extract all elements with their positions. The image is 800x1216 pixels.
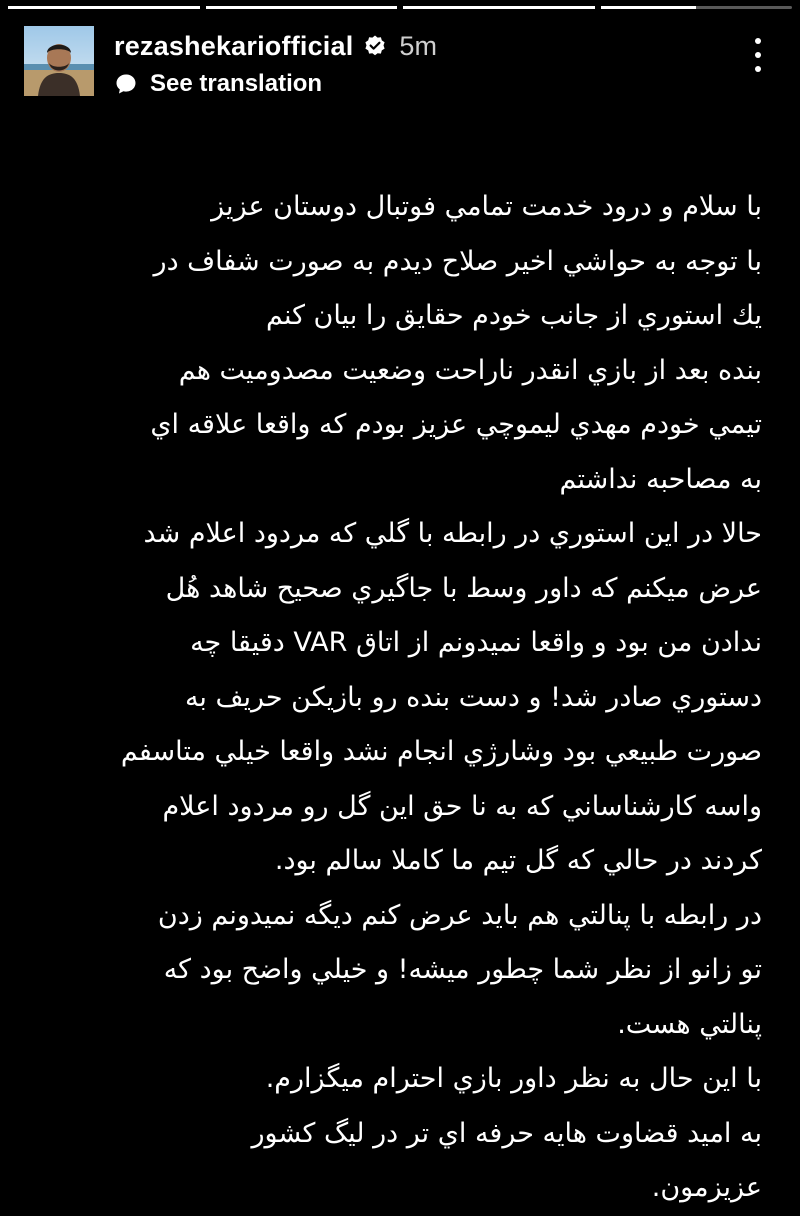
story-text-line: با اين حال به نظر داور بازي احترام ميگزارم. xyxy=(265,1063,762,1094)
story-text-line: عزيزمون. xyxy=(651,1172,762,1203)
story-text-line: ندادن من بود و واقعا نميدونم از اتاق VAR دقيقا چه xyxy=(190,627,762,658)
story-text-line: تيمي خودم مهدي ليموچي عزيز بودم كه واقعا علاقه اي xyxy=(150,409,762,440)
story-text-line: پنالتي هست. xyxy=(617,1008,762,1040)
username[interactable]: rezashekariofficial xyxy=(114,30,354,61)
verified-badge-icon xyxy=(363,34,387,58)
story-text-line: به مصاحبه نداشتم xyxy=(559,463,762,495)
story-text-line: دستوري صادر شد! و دست بنده رو بازيكن حريف به xyxy=(184,681,762,713)
story-text-line: با توجه به حواشي اخير صلاح ديدم به صورت شفاف در xyxy=(153,245,762,277)
story-header xyxy=(24,26,437,98)
story-header-text xyxy=(114,26,437,98)
story-progress-fill xyxy=(601,6,697,9)
story-progress-fill xyxy=(8,6,200,9)
three-dots-vertical-icon xyxy=(755,52,761,58)
story-progress-segment xyxy=(601,6,793,9)
story-text-line: بنده بعد از بازي انقدر ناراحت وضعيت مصدوميت هم xyxy=(178,354,762,386)
story-text-line: كردند در حالي كه گل تيم ما كاملا سالم بود. xyxy=(274,845,762,876)
story-text-line: به اميد قضاوت هايه حرفه اي تر در ليگ كشور xyxy=(251,1117,762,1149)
story-text-line: عرض ميكنم كه داور وسط با جاگيري صحيح شاهد هُل xyxy=(165,572,762,604)
speech-bubble-icon xyxy=(114,72,138,96)
story-text-line: تو زانو از نظر شما چطور ميشه! و خيلي واضح بود كه xyxy=(163,954,762,985)
story-text-line: حالا در اين استوري در رابطه با گلي كه مردود اعلام شد xyxy=(143,518,762,549)
more-options-button[interactable] xyxy=(752,38,764,72)
author-row xyxy=(114,28,437,64)
avatar[interactable] xyxy=(24,26,94,96)
story-text-block xyxy=(30,180,762,1216)
post-time: 5m xyxy=(399,30,437,61)
story-text-line: واسه كارشناساني كه به نا حق اين گل رو مردود اعلام xyxy=(162,790,762,822)
story-progress-segment xyxy=(403,6,595,9)
story-progress-segment xyxy=(206,6,398,9)
see-translation-button[interactable] xyxy=(114,70,437,98)
three-dots-vertical-icon xyxy=(755,66,761,72)
story-progress-fill xyxy=(403,6,595,9)
story-progress-fill xyxy=(206,6,398,9)
profile-photo xyxy=(24,26,94,96)
story-text-line: يك استوري از جانب خودم حقايق را بيان كنم xyxy=(265,300,762,331)
story-text-line: در رابطه با پنالتي هم بايد عرض كنم ديگه نميدونم زدن xyxy=(157,899,762,931)
see-translation-label: See translation xyxy=(150,70,323,97)
story-text-line: صورت طبيعي بود وشارژي انجام نشد واقعا خيلي متاسفم xyxy=(120,736,762,767)
story-progress-segment xyxy=(8,6,200,9)
story-text-line: با سلام و درود خدمت تمامي فوتبال دوستان عزيز xyxy=(211,191,762,222)
three-dots-vertical-icon xyxy=(755,38,761,44)
story-progress-bars xyxy=(8,6,792,9)
